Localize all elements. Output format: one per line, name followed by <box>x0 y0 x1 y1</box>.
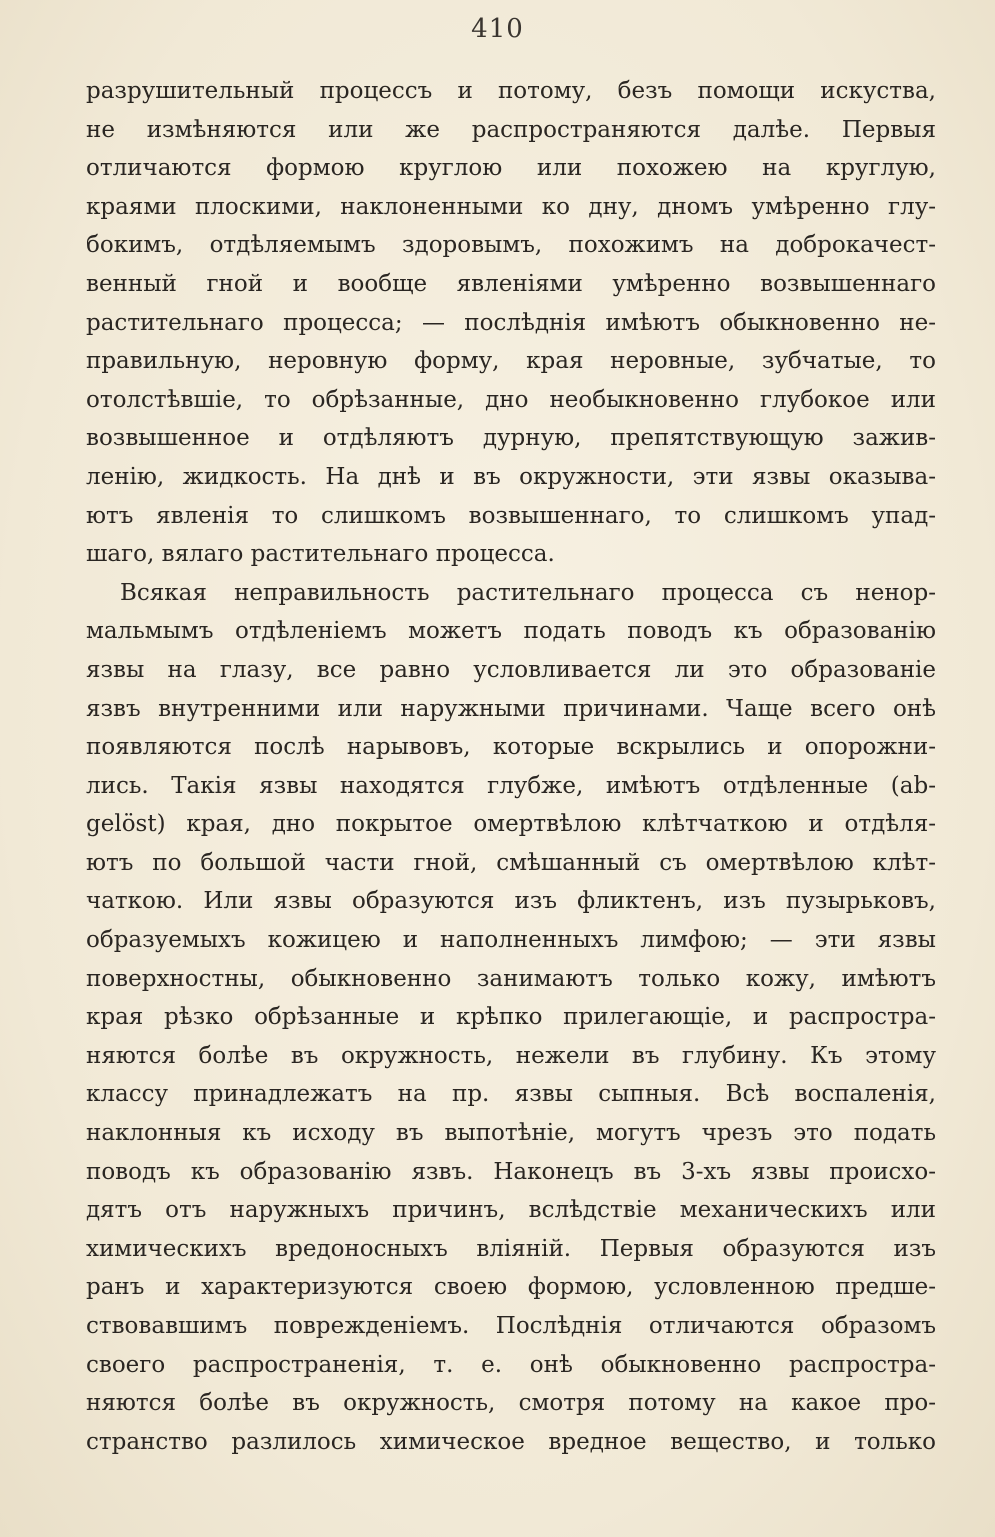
text-line: gelöst) края, дно покрытое омертвѣлою клѣтчаткою и отдѣля- <box>86 811 936 838</box>
text-line: бокимъ, отдѣляемымъ здоровымъ, похожимъ на доброкачест- <box>86 232 936 259</box>
paragraph-1 <box>86 72 936 574</box>
text-line: венный гной и вообще явленіями умѣренно возвышеннаго <box>86 270 936 297</box>
text-line: не измѣняются или же распространяются далѣе. Первыя <box>86 116 936 143</box>
text-line: мальмымъ отдѣленіемъ можетъ подать поводъ къ образованію <box>86 618 936 645</box>
text-line: странство разлилось химическое вредное вещество, и только <box>86 1428 936 1455</box>
text-line: появляются послѣ нарывовъ, которые вскрылись и опорожни- <box>86 734 936 761</box>
text-line: классу принадлежатъ на пр. язвы сыпныя. Всѣ воспаленія, <box>86 1081 936 1108</box>
text-line: няются болѣе въ окружность, смотря потому на какое про- <box>86 1390 936 1417</box>
text-line: дятъ отъ наружныхъ причинъ, вслѣдствіе механическихъ или <box>86 1197 936 1224</box>
text-line: язвъ внутренними или наружными причинами. Чаще всего онѣ <box>86 695 936 722</box>
text-line: краями плоскими, наклоненными ко дну, дномъ умѣренно глу- <box>86 193 936 220</box>
text-line: поверхностны, обыкновенно занимаютъ только кожу, имѣютъ <box>86 965 936 992</box>
text-line: края рѣзко обрѣзанные и крѣпко прилегающіе, и распростра- <box>86 1004 936 1031</box>
text-line: правильную, неровную форму, края неровные, зубчатые, то <box>86 348 936 375</box>
page-number: 410 <box>471 14 524 44</box>
text-line: чаткою. Или язвы образуются изъ фликтенъ, изъ пузырьковъ, <box>86 888 936 915</box>
text-line: поводъ къ образованію язвъ. Наконецъ въ 3-хъ язвы происхо- <box>86 1158 936 1185</box>
text-line: разрушительный процессъ и потому, безъ помощи искуства, <box>86 78 936 104</box>
text-line: язвы на глазу, все равно условливается ли это образованіе <box>86 656 936 683</box>
paragraph-2 <box>86 574 936 1462</box>
text-line: химическихъ вредоносныхъ вліяній. Первыя образуются изъ <box>86 1235 936 1262</box>
text-line: образуемыхъ кожицею и наполненныхъ лимфою; — эти язвы <box>86 927 936 954</box>
text-line: ютъ по большой части гной, смѣшанный съ омертвѣлою клѣт- <box>86 849 936 876</box>
text-line: ленію, жидкость. На днѣ и въ окружности, эти язвы оказыва- <box>86 463 936 490</box>
text-line: возвышенное и отдѣляютъ дурную, препятствующую зажив- <box>86 425 936 452</box>
text-line: няются болѣе въ окружность, нежели въ глубину. Къ этому <box>86 1042 936 1069</box>
text-line: ранъ и характеризуются своею формою, условленною предше- <box>86 1274 936 1301</box>
text-line: Всякая неправильность растительнаго процесса съ ненор- <box>120 579 936 606</box>
text-line: растительнаго процесса; — послѣднія имѣютъ обыкновенно не- <box>86 309 936 336</box>
text-line: отолстѣвшіе, то обрѣзанные, дно необыкновенно глубокое или <box>86 386 936 413</box>
text-line: отличаются формою круглою или похожею на круглую, <box>86 155 936 182</box>
text-line: своего распространенія, т. е. онѣ обыкновенно распростра- <box>86 1351 936 1378</box>
body-text <box>86 72 936 1461</box>
text-line: ствовавшимъ поврежденіемъ. Послѣднія отличаются образомъ <box>86 1313 936 1339</box>
text-line: наклонныя къ исходу въ выпотѣніе, могутъ чрезъ это подать <box>86 1120 936 1147</box>
text-line: лись. Такія язвы находятся глубже, имѣютъ отдѣленные (ab- <box>86 772 936 799</box>
text-line: шаго, вялаго растительнаго процесса. <box>86 541 555 568</box>
text-line: ютъ явленія то слишкомъ возвышеннаго, то слишкомъ упад- <box>86 502 936 529</box>
